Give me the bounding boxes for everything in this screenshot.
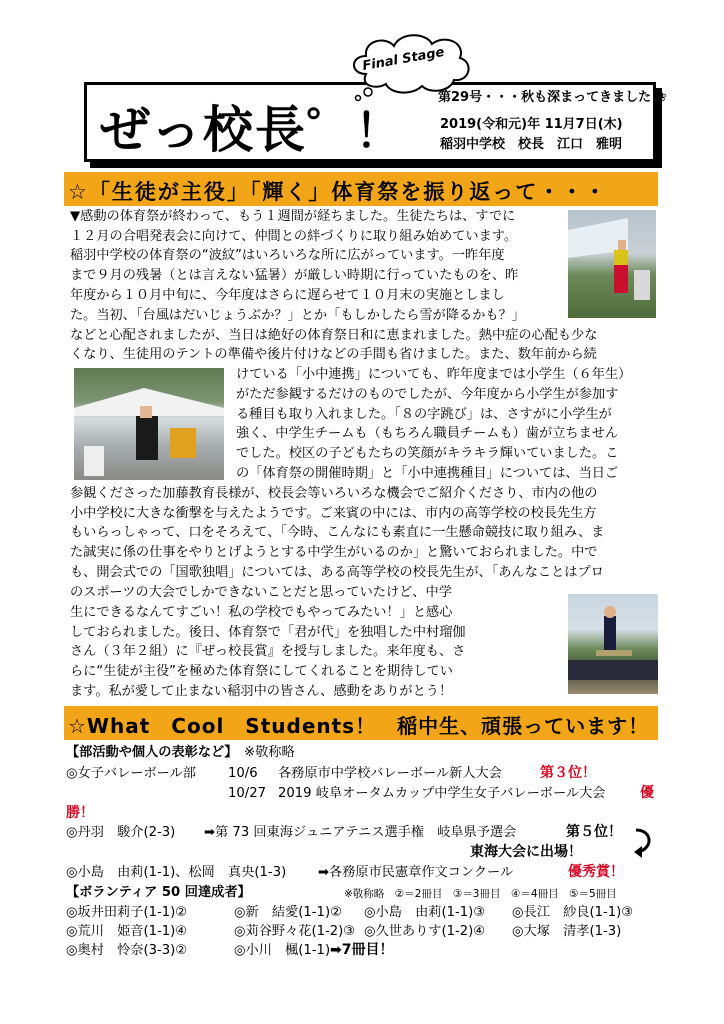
section2-title: ☆What Cool Students！ 稲中生、頑張っています！ — [68, 714, 650, 738]
volunteer-item: ◎坂井田莉子(1-1)② — [66, 905, 188, 920]
composition-result: 優秀賞！ — [568, 864, 624, 880]
body-line: けている「小中連携」についても、昨年度までは小学生（６年生） — [236, 367, 632, 382]
volunteer-item: ◎大塚 清孝(1-3) — [512, 924, 622, 939]
body-line: 参観くださった加藤教育長様が、校長会等いろいろな機会でご紹介くださり、市内の他の — [70, 486, 598, 501]
curved-arrow-icon — [630, 826, 658, 860]
body-line: た。当初、「台風はだいじょうぶか？」とか「もしかしたら雪が降るかも？」 — [70, 308, 525, 323]
volleyball-team: ◎女子バレーボール部 — [66, 766, 196, 781]
body-line: ▼感動の体育祭が終わって、もう１週間が経ちました。生徒たちは、すでに — [70, 209, 516, 224]
body-line: 稲羽中学校の体育祭の“波紋”はいろいろな所に広がっています。一昨年度 — [70, 248, 505, 263]
sports-day-photo-3 — [568, 594, 658, 694]
body-line: ます。私が愛して止まない稲羽中の皆さん、感動をありがとう！ — [70, 684, 453, 699]
body-line: などと心配されましたが、当日は絶好の体育祭日和に恵まれました。熱中症の心配も少な — [70, 328, 598, 343]
volunteer-item: ◎久世ありす(1-2)④ — [364, 924, 486, 939]
body-line: も、開会式での「国歌独唱」については、ある高等学校の校長先生が、「あんなことはプロ — [70, 565, 604, 580]
volleyball-result-2b: 勝！ — [66, 805, 94, 821]
issue-line: 第29号・・・秋も深まってきました ❀ — [438, 90, 667, 105]
body-line: しておられました。後日、体育祭で「君が代」を独唱した中村瑠伽 — [70, 625, 466, 640]
tennis-result-2: 東海大会に出場！ — [470, 844, 582, 860]
volleyball-event-1: 各務原市中学校バレーボール新人大会 — [278, 766, 502, 781]
volunteer-heading: 【ボランティア 50 回達成者】 — [66, 885, 251, 900]
volunteer-item: ◎奥村 怜奈(3-3)② — [66, 943, 188, 958]
masthead-title: ぜっ校長゜！ — [100, 101, 403, 159]
body-line: でした。校区の子どもたちの笑顔がキラキラ輝いていました。こ — [236, 446, 619, 461]
volleyball-date-1: 10/6 — [228, 766, 258, 781]
volleyball-event-2: 2019 岐阜オータムカップ中学生女子バレーボール大会 — [278, 786, 606, 801]
body-line: の「体育祭の開催時期」と「小中連携種目」については、当日ご — [236, 466, 619, 481]
date-line: 2019(令和元)年 11月7日(木) — [440, 117, 623, 132]
sports-day-photo-1 — [568, 210, 656, 318]
volunteer-item: ◎荒川 姫音(1-1)④ — [66, 924, 188, 939]
volunteer-item: ◎小島 由莉(1-1)③ — [364, 905, 486, 920]
body-line: １２月の合唱発表会に向けて、仲間との絆づくりに取り組み始めています。 — [70, 229, 518, 244]
volleyball-result-1: 第３位！ — [540, 765, 596, 781]
body-line: くなり、生徒用のテントの準備や後片付けなどの手間も省けました。また、数年前から続 — [70, 347, 597, 362]
cloud-text: Final Stage — [361, 44, 446, 75]
body-line: まで９月の残暑（とは言えない猛暑）が厳しい時期に行っていたものを、昨 — [70, 268, 519, 283]
body-line: 生にできるなんてすごい！私の学校でもやってみたい！」と感心 — [70, 605, 453, 620]
sports-day-photo-2 — [74, 368, 224, 480]
tennis-event: ➡第 73 回東海ジュニアテニス選手権 岐阜県予選会 — [204, 825, 517, 840]
body-line: 年度から１０月中旬に、今年度はさらに遅らせて１０月末の実施としまし — [70, 288, 505, 303]
volunteer-note: ※敬称略 ②＝2冊目 ③＝3冊目 ④＝4冊目 ⑤＝5冊目 — [344, 888, 617, 900]
body-line: がただ参観するだけのものでしたが、今年度から小学生が参加す — [236, 387, 619, 402]
volunteer-row3-result: ➡7冊目！ — [330, 942, 394, 958]
body-line: 小中学校に大きな衝撃を与えたようです。ご来賓の中には、市内の高等学校の校長先生方 — [70, 506, 597, 521]
volleyball-date-2: 10/27 — [228, 786, 267, 801]
volleyball-result-2a: 優 — [640, 785, 654, 801]
tennis-result: 第５位！ — [566, 824, 622, 840]
body-line: らに“生徒が主役”を極めた体育祭にしてくれることを期待してい — [70, 664, 453, 679]
body-line: た誠実に係の仕事をやりとげようとする中学生がいるのか」と驚いておられました。中で — [70, 545, 598, 560]
body-line: 強く、中学生チームも（もちろん職員チームも）歯が立ちません — [236, 426, 619, 441]
composition-names: ◎小島 由莉(1-1)、松岡 真央(1-3) — [66, 865, 287, 880]
volunteer-item: ◎新 結愛(1-1)② — [234, 905, 342, 920]
club-heading: 【部活動や個人の表彰など】 ※敬称略 — [66, 745, 295, 760]
volunteer-item: ◎苅谷野々花(1-2)③ — [234, 924, 356, 939]
volunteer-item: ◎小川 楓(1-1) — [234, 943, 331, 958]
composition-event: ➡各務原市民憲章作文コンクール — [318, 865, 514, 880]
body-line: さん（３年２組）に『ぜっ校長賞』を授与しました。来年度も、さ — [70, 644, 466, 659]
body-line: る種目も取り入れました。「８の字跳び」は、さすがに小学生が — [236, 407, 612, 422]
volunteer-item: ◎長江 紗良(1-1)③ — [512, 905, 634, 920]
section1-title: ☆「生徒が主役」「輝く」体育祭を振り返って・・・ — [68, 180, 608, 204]
body-line: もいらっしゃって、口をそろえて、「今時、こんなにも素直に一生懸命競技に取り組み、ま — [70, 525, 605, 540]
author-line: 稲羽中学校 校長 江口 雅明 — [440, 137, 623, 152]
body-line: のスポーツの大会でしかできないことだと思っていたけど、中学 — [70, 585, 452, 600]
tennis-name: ◎丹羽 駿介(2-3) — [66, 825, 176, 840]
